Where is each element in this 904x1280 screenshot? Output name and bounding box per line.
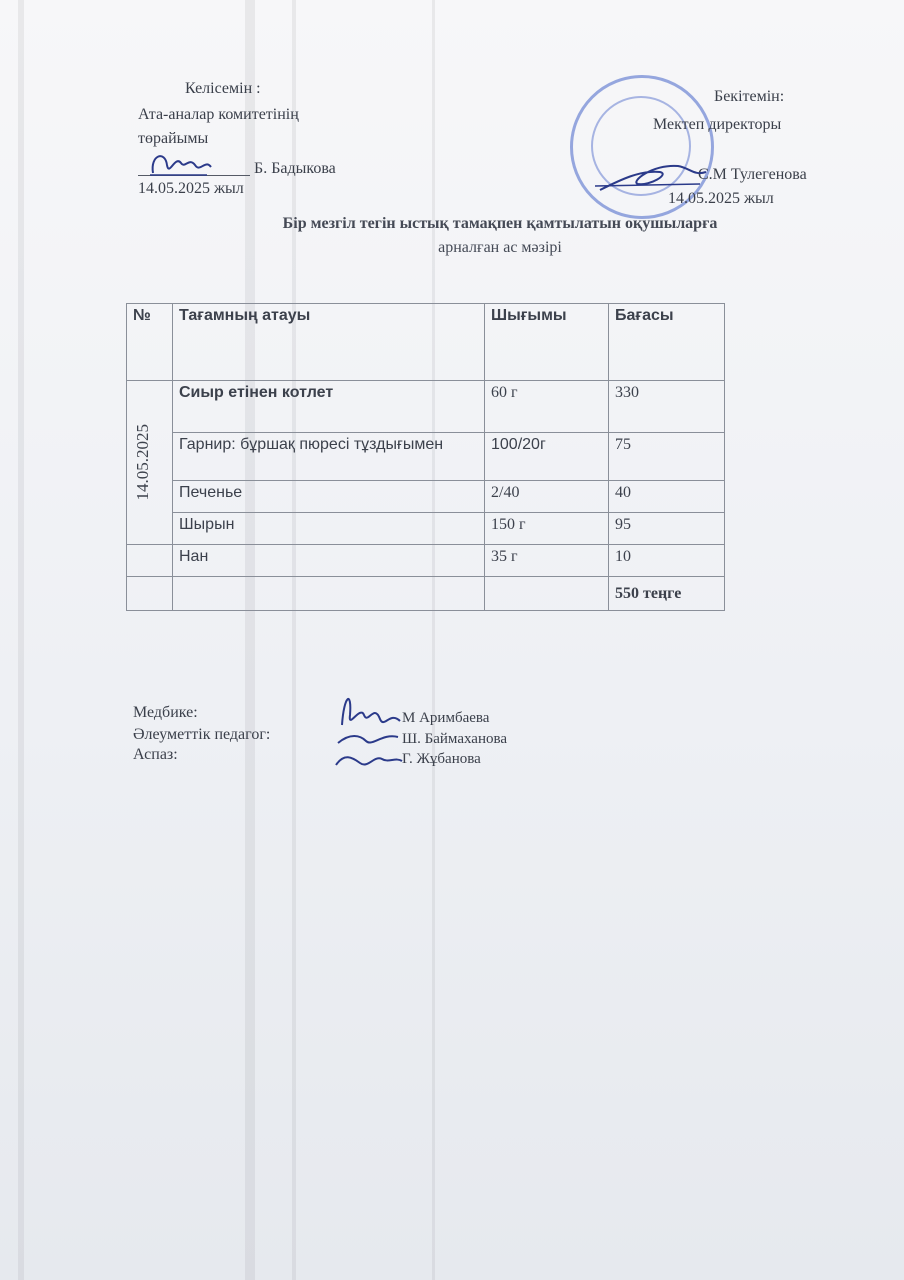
dish-yield: 100/20г	[485, 433, 609, 481]
name-nurse: М Аримбаева	[402, 710, 490, 726]
table-total-row	[127, 577, 725, 611]
menu-title-line2: арналған ас мәзірі	[438, 239, 562, 256]
director-name: С.М Тулегенова	[698, 166, 807, 183]
committee-line1: Ата-аналар комитетінің	[138, 106, 299, 123]
scan-streak	[432, 0, 435, 1280]
name-cook: Г. Жұбанова	[402, 751, 481, 767]
table-row	[127, 513, 725, 545]
dish-yield: 60 г	[485, 381, 609, 433]
header-yield: Шығымы	[485, 304, 609, 381]
role-social-pedagogue: Әлеуметтік педагог:	[133, 726, 271, 743]
dish-price: 75	[609, 433, 725, 481]
dish-yield: 150 г	[485, 513, 609, 545]
dish-name: Шырын	[173, 513, 485, 545]
committee-line2: төрайымы	[138, 130, 209, 147]
menu-table	[126, 303, 725, 611]
role-nurse: Медбике:	[133, 704, 198, 721]
table-row	[127, 545, 725, 577]
dish-yield: 35 г	[485, 545, 609, 577]
header-price: Бағасы	[609, 304, 725, 381]
dish-price: 95	[609, 513, 725, 545]
dish-name: Нан	[173, 545, 485, 577]
menu-date: 14.05.2025	[133, 424, 152, 501]
scan-streak	[292, 0, 296, 1280]
header-number: №	[127, 304, 173, 381]
committee-name: Б. Бадыкова	[254, 160, 336, 177]
dish-name: Сиыр етінен котлет	[173, 381, 485, 433]
signatures-ink-icon	[330, 685, 405, 775]
dish-price: 330	[609, 381, 725, 433]
signature-director-icon	[590, 150, 710, 200]
right-date: 14.05.2025 жыл	[668, 190, 774, 207]
name-social-pedagogue: Ш. Баймаханова	[402, 731, 508, 747]
total-price: 550 теңге	[609, 577, 725, 611]
table-row	[127, 433, 725, 481]
dish-price: 10	[609, 545, 725, 577]
agreed-label: Келісемін :	[185, 80, 261, 97]
dish-name: Печенье	[173, 481, 485, 513]
header-dish-name: Тағамның атауы	[173, 304, 485, 381]
dish-yield: 2/40	[485, 481, 609, 513]
table-row	[127, 481, 725, 513]
role-cook: Аспаз:	[133, 746, 178, 763]
menu-title-line1: Бір мезгіл тегін ыстық тамақпен қамтылатын оқушыларға	[282, 215, 718, 232]
scan-streak	[18, 0, 24, 1280]
table-row	[127, 381, 725, 433]
approved-label: Бекітемін:	[714, 88, 785, 105]
dish-price: 40	[609, 481, 725, 513]
table-header-row	[127, 304, 725, 381]
dish-name: Гарнир: бұршақ пюресі тұздығымен	[173, 433, 485, 481]
scan-streak	[245, 0, 255, 1280]
signature-badykova-icon	[145, 145, 215, 185]
director-position: Мектеп директоры	[653, 116, 782, 133]
left-date: 14.05.2025 жыл	[138, 180, 244, 197]
